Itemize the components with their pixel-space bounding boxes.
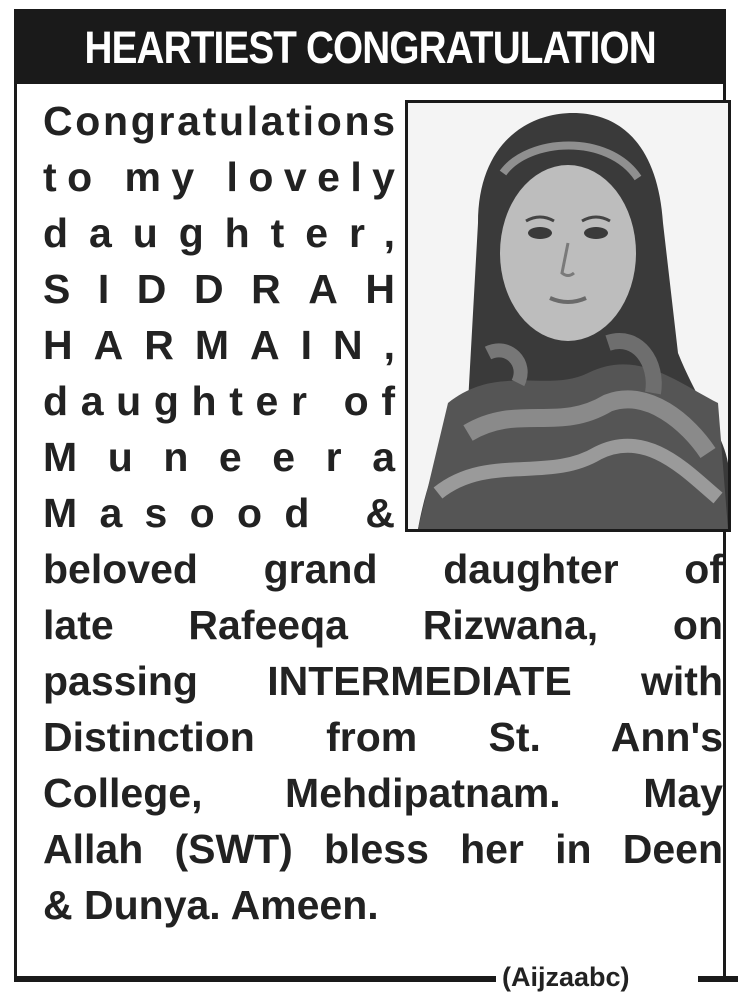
message-line — [43, 266, 423, 312]
message-line — [43, 322, 416, 368]
headline-banner — [17, 12, 723, 84]
message-line: & Dunya. Ameen. — [43, 882, 379, 928]
message-line: Distinction from St. Ann's — [43, 714, 723, 760]
message-line-text: Congratulations — [43, 98, 398, 144]
message-line — [43, 434, 426, 480]
portrait-photo — [405, 100, 731, 532]
message-line: late Rafeeqa Rizwana, on — [43, 602, 723, 648]
message-line-text: daughter, — [43, 210, 416, 256]
message-line — [43, 490, 418, 536]
headline-title: HEARTIEST CONGRATULATION — [84, 22, 656, 73]
message-line-text: daughter of — [43, 378, 408, 424]
message-line-text: Masood & — [43, 490, 418, 536]
message-line — [43, 154, 406, 200]
message-line-text: SIDDRAH — [43, 266, 423, 312]
credit-tag: (Aijzaabc) — [502, 962, 630, 992]
congratulation-advertisement — [14, 9, 726, 977]
portrait-photo-icon — [408, 103, 728, 529]
message-line: College, Mehdipatnam. May — [43, 770, 723, 816]
message-line — [43, 210, 416, 256]
footer-rule-left — [14, 976, 496, 982]
message-line: Allah (SWT) bless her in Deen — [43, 826, 723, 872]
message-line-text: HARMAIN, — [43, 322, 416, 368]
message-line — [43, 98, 398, 144]
footer-rule-right — [698, 976, 738, 982]
message-line — [43, 378, 408, 424]
message-line: passing INTERMEDIATE with — [43, 658, 723, 704]
message-line-text: Muneera — [43, 434, 426, 480]
message-line-text: to my lovely — [43, 154, 406, 200]
message-line: beloved grand daughter of — [43, 546, 723, 592]
